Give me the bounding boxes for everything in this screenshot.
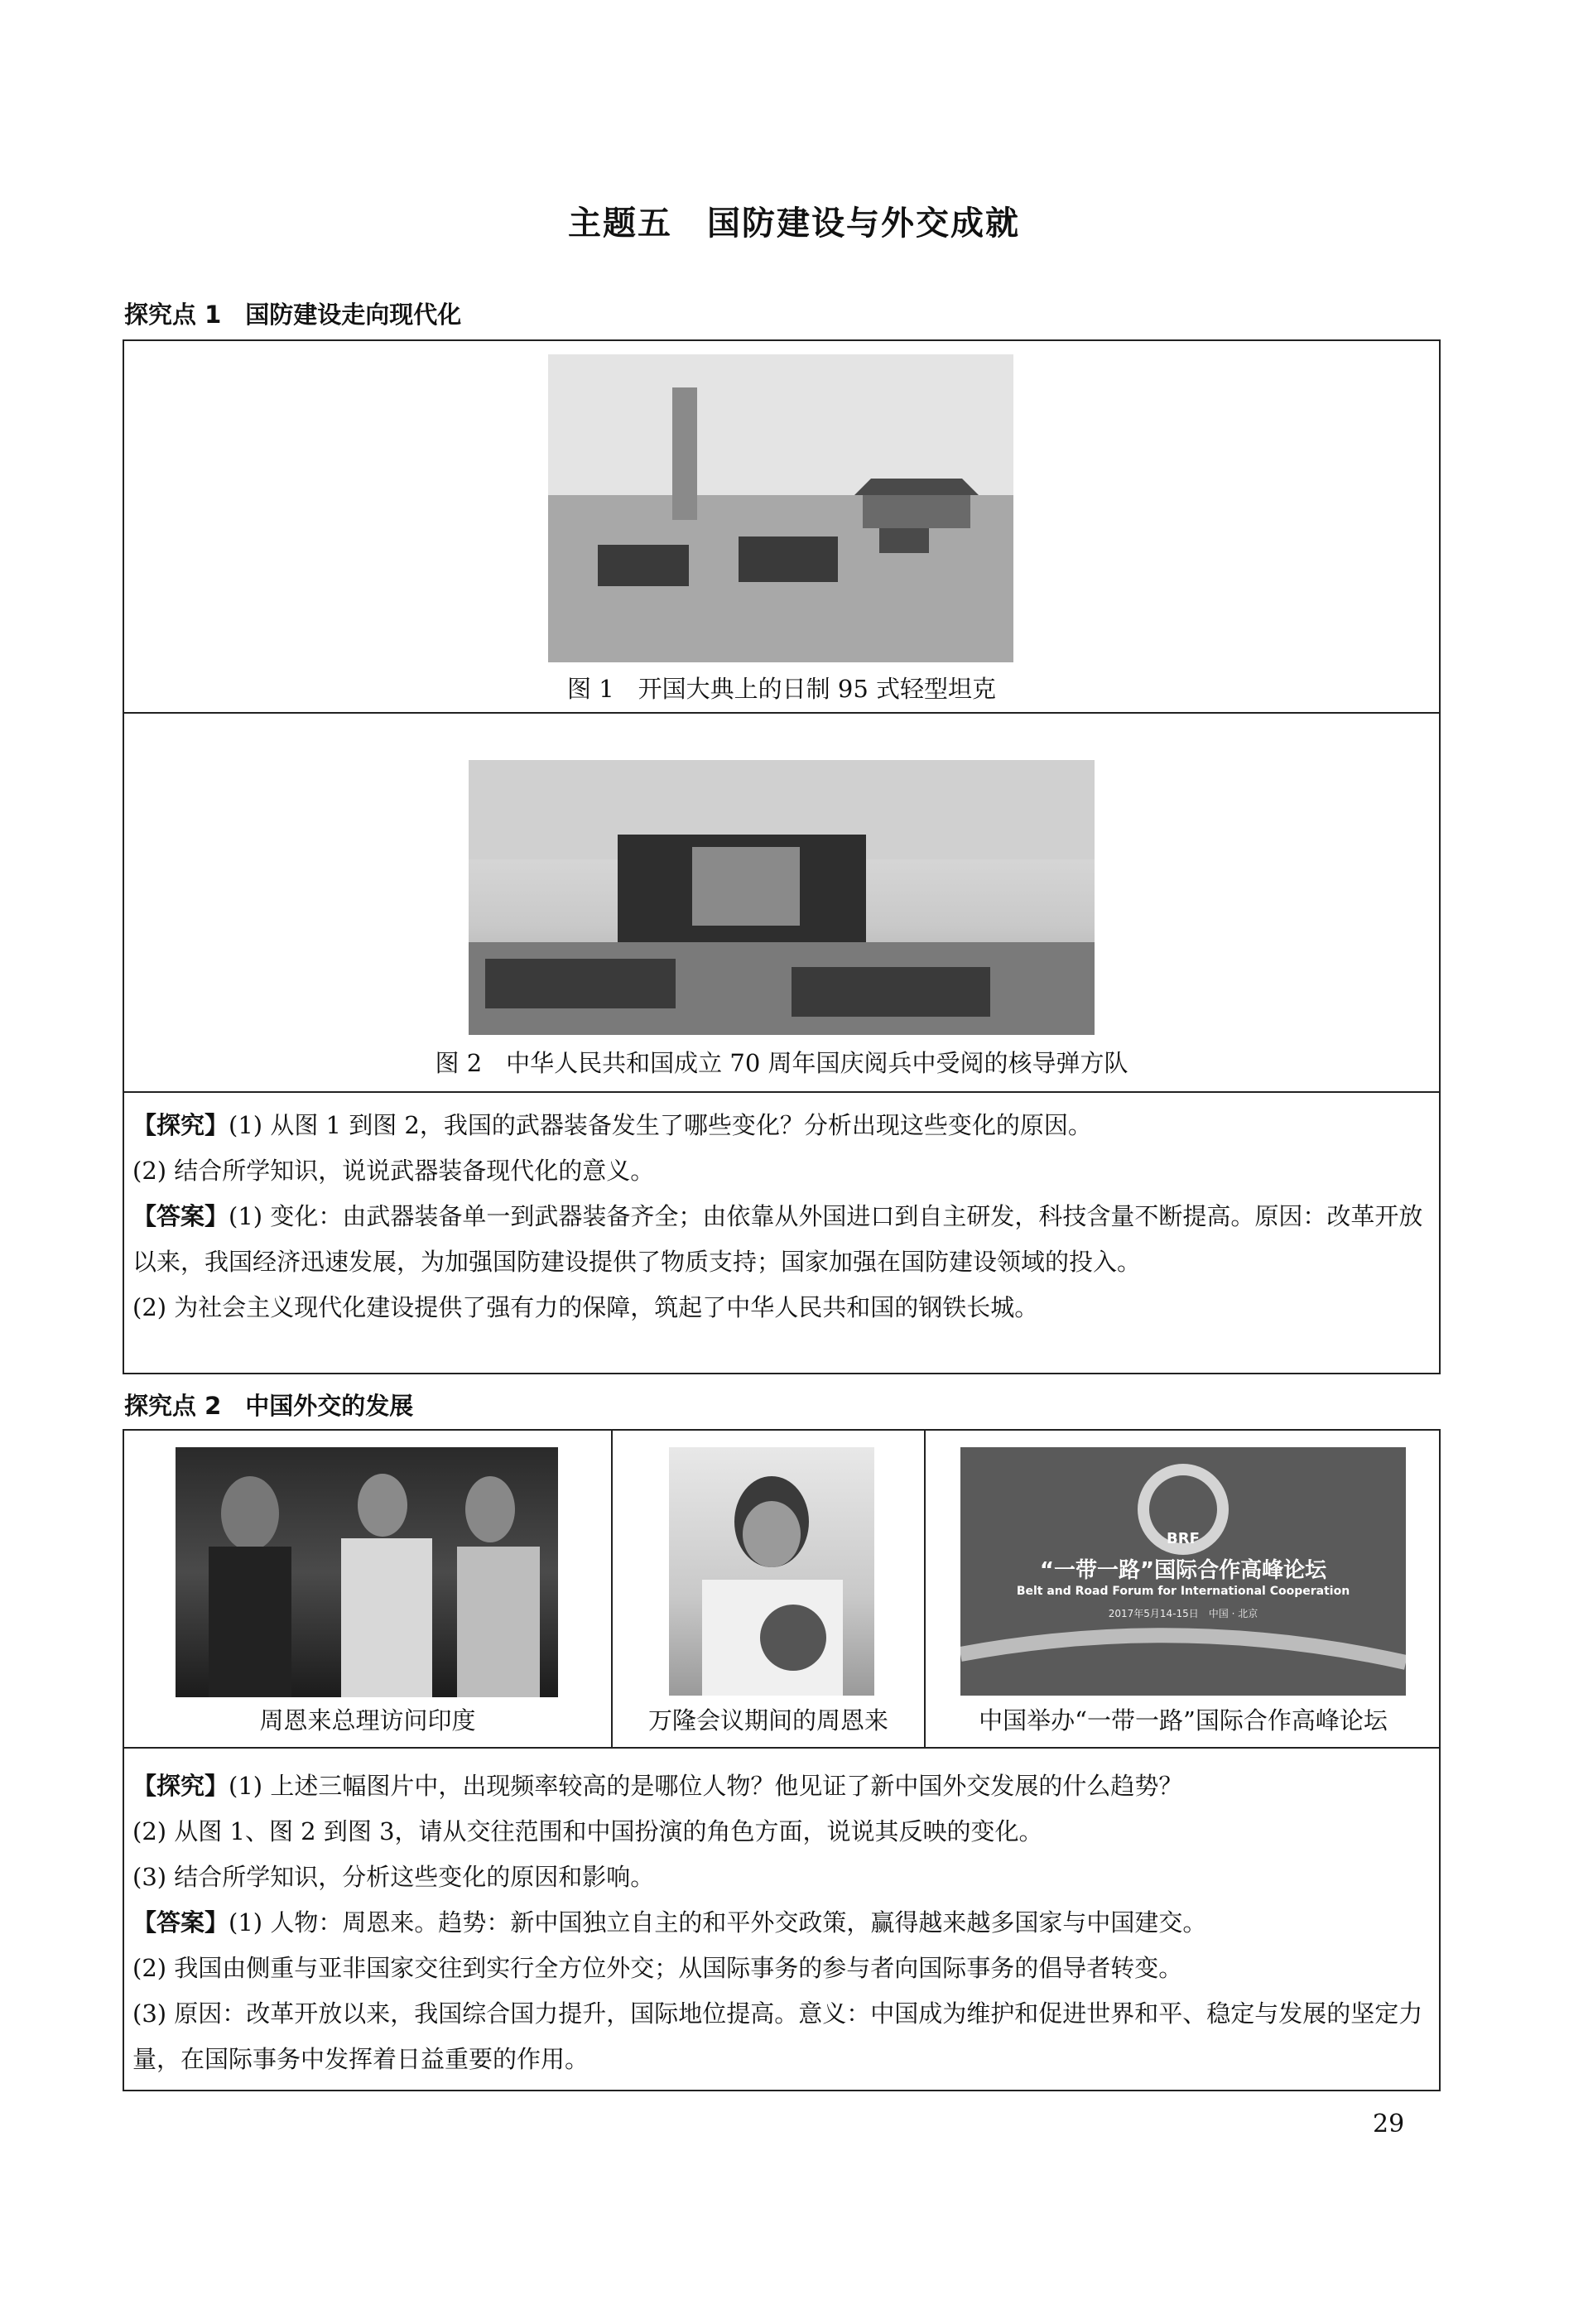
brf-date: 2017年5月14-15日 中国 · 北京: [1108, 1608, 1258, 1619]
explore-question: (1) 上述三幅图片中，出现频率较高的是哪位人物？他见证了新中国外交发展的什么趋势？: [229, 1772, 1183, 1800]
brf-logo-photo: [960, 1447, 1406, 1696]
brf-title-en: Belt and Road Forum for International Cooperation: [1016, 1585, 1350, 1598]
divider: [123, 712, 1441, 714]
tank-parade-photo: [548, 354, 1013, 662]
page-number: 29: [1373, 2110, 1405, 2139]
section2-heading: 探究点 2 中国外交的发展: [124, 1392, 414, 1420]
explore-question: (2) 结合所学知识，说说武器装备现代化的意义。: [132, 1157, 655, 1185]
explore-label: 【探究】: [132, 1772, 229, 1800]
answer-text: (2) 为社会主义现代化建设提供了强有力的保障，筑起了中华人民共和国的钢铁长城。: [132, 1293, 1039, 1321]
section1-qa: [132, 1103, 1424, 1330]
divider: [123, 1747, 1441, 1749]
explore-question: (3) 结合所学知识，分析这些变化的原因和影响。: [132, 1863, 655, 1891]
divider: [611, 1429, 613, 1747]
img2-caption: 万隆会议期间的周恩来: [647, 1706, 888, 1735]
brf-abbr: BRF: [1167, 1530, 1200, 1547]
img1-caption: 周恩来总理访问印度: [259, 1706, 476, 1735]
img3-caption: 中国举办“一带一路”国际合作高峰论坛: [979, 1706, 1388, 1735]
answer-label: 【答案】: [132, 1202, 229, 1230]
answer-text: (3) 原因：改革开放以来，我国综合国力提升，国际地位提高。意义：中国成为维护和促进世界和平、稳定与发展的坚定力量，在国际事务中发挥着日益重要的作用。: [132, 1999, 1423, 2073]
answer-label: 【答案】: [132, 1908, 229, 1937]
answer-text: (1) 人物：周恩来。趋势：新中国独立自主的和平外交政策，赢得越来越多国家与中国建交。: [229, 1908, 1207, 1937]
answer-text: (1) 变化：由武器装备单一到武器装备齐全；由依靠从外国进口到自主研发，科技含量不断提高。原因：改革开放以来，我国经济迅速发展，为加强国防建设提供了物质支持；国家加强在国防建设领域的投入。: [132, 1202, 1423, 1276]
divider: [924, 1429, 926, 1747]
section1-heading: 探究点 1 国防建设走向现代化: [124, 301, 462, 329]
brf-title-cn: “一带一路”国际合作高峰论坛: [1039, 1558, 1327, 1583]
zhou-bandung-photo: [669, 1447, 874, 1696]
zhou-india-photo: [176, 1447, 558, 1697]
explore-question: (1) 从图 1 到图 2，我国的武器装备发生了哪些变化？分析出现这些变化的原因。: [229, 1111, 1092, 1139]
fig1-caption: 图 1 开国大典上的日制 95 式轻型坦克: [566, 675, 996, 703]
divider: [123, 1091, 1441, 1093]
explore-label: 【探究】: [132, 1111, 229, 1139]
fig2-caption: 图 2 中华人民共和国成立 70 周年国庆阅兵中受阅的核导弹方队: [435, 1049, 1128, 1077]
answer-text: (2) 我国由侧重与亚非国家交往到实行全方位外交；从国际事务的参与者向国际事务的倡导者转变。: [132, 1954, 1183, 1982]
page-title: 主题五 国防建设与外交成就: [568, 204, 1020, 243]
section2-qa: [132, 1763, 1424, 2082]
missile-parade-photo: [469, 760, 1095, 1035]
explore-question: (2) 从图 1、图 2 到图 3，请从交往范围和中国扮演的角色方面，说说其反映的变化。: [132, 1817, 1043, 1845]
